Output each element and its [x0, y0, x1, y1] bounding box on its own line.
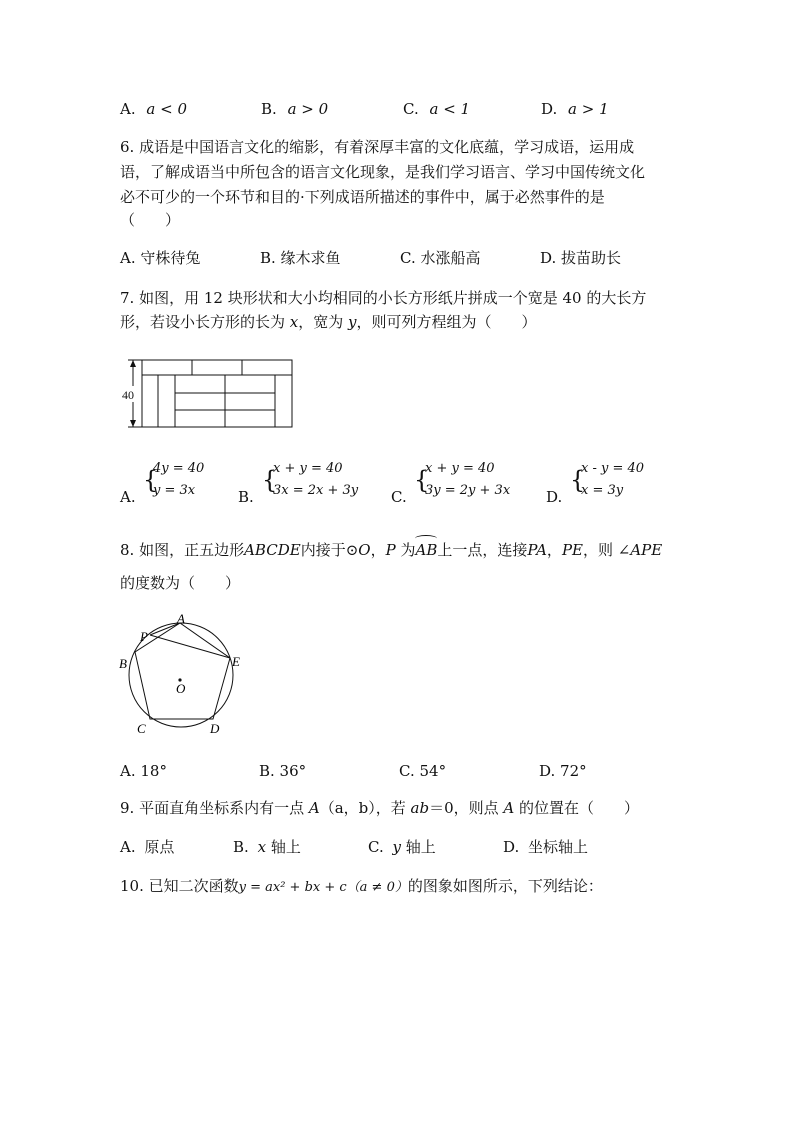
q7-b-eq2: 3x = 2x + 3y [273, 483, 359, 498]
vertex-label-b: B [119, 656, 127, 671]
text: ，宽为 [298, 313, 349, 331]
q5-option-a [120, 100, 187, 118]
q6-option-d: D. 拔苗助长 [540, 249, 622, 267]
var-y: y [392, 838, 401, 856]
q8-line1 [120, 541, 662, 559]
brace-icon: { [262, 466, 278, 494]
q6-option-b: B. 缘木求鱼 [260, 249, 341, 267]
q5-option-d [541, 100, 609, 118]
pentagon-name: ABCDE [244, 541, 301, 559]
option-text: 原点 [144, 838, 175, 856]
option-expr: a > 0 [287, 100, 329, 118]
text: ，则 ∠ [582, 541, 631, 559]
option-text: 坐标轴上 [528, 838, 589, 856]
q6-line1: 6. 成语是中国语言文化的缩影，有着深厚丰富的文化底蕴，学习成语，运用成 [120, 138, 635, 156]
q7-a-eq2: y = 3x [153, 483, 196, 498]
q7-option-d-letter: D. [546, 488, 563, 506]
arc-label: AB [415, 541, 438, 559]
q9-option-b [233, 838, 301, 856]
var-x: x [289, 313, 299, 331]
option-letter: C. [403, 100, 419, 118]
var-x: x [257, 838, 267, 856]
q6-option-a: A. 守株待兔 [120, 249, 201, 267]
vertex-label-e: E [232, 654, 240, 669]
q7-option-c-letter: C. [391, 488, 407, 506]
q8-option-a: A. 18° [120, 762, 167, 780]
q6-line3: 必不可少的一个环节和目的·下列成语所描述的事件中，属于必然事件的是 [120, 188, 605, 206]
option-letter: A. [120, 100, 136, 118]
q7-d-eq1: x - y = 40 [581, 461, 645, 476]
vertex-label-a: A [177, 612, 185, 626]
segment-pa: PA [527, 541, 547, 559]
brace-icon: { [414, 466, 430, 494]
q6-line2: 语，了解成语当中所包含的语言文化现象，是我们学习语言、学习中国传统文化 [120, 163, 646, 181]
option-text: 轴上 [266, 838, 301, 856]
option-expr: a < 0 [146, 100, 187, 118]
point-label-p: P [140, 629, 148, 644]
pentagon-abcde [135, 623, 230, 719]
dimension-label: 40 [122, 388, 134, 402]
q6-answer-blank: （ ） [120, 211, 181, 229]
text: ，则可列方程组为（ ） [356, 313, 537, 331]
vertex-label-c: C [137, 721, 146, 736]
q7-a-eq1: 4y = 40 [153, 461, 205, 476]
q8-option-d: D. 72° [539, 762, 587, 780]
text: ， [370, 541, 386, 559]
segment-pe: PE [561, 541, 583, 559]
text: 形，若设小长方形的长为 [120, 313, 290, 331]
center-label-o: O [176, 681, 186, 696]
arc-mark [415, 535, 437, 542]
option-letter: D. [541, 100, 558, 118]
q7-option-a-letter: A. [120, 488, 136, 506]
option-text: 轴上 [400, 838, 436, 856]
q5-option-c [403, 100, 470, 118]
q8-line2: 的度数为（ ） [120, 574, 241, 592]
q7-line2 [120, 313, 537, 331]
q9-option-d [503, 838, 588, 856]
point-a: A [308, 799, 320, 817]
vertex-label-d: D [210, 721, 220, 736]
angle-ape: APE [630, 541, 663, 559]
q7-line1: 7. 如图，用 12 块形状和大小均相同的小长方形纸片拼成一个宽是 40 的大长方 [120, 289, 647, 307]
option-letter: C. [368, 838, 384, 856]
q7-b-eq1: x + y = 40 [273, 461, 343, 476]
text: 的图象如图所示，下列结论： [407, 877, 603, 895]
q5-option-b [261, 100, 328, 118]
text: 8. 如图，正五边形 [120, 541, 245, 559]
q7-option-b-letter: B. [238, 488, 254, 506]
product-ab: ab [410, 799, 430, 817]
text: 9. 平面直角坐标系内有一点 [120, 799, 309, 817]
option-letter: A. [120, 838, 136, 856]
text: ＝0，则点 [429, 799, 504, 817]
circle-center: O [358, 541, 371, 559]
q9-line1 [120, 799, 639, 817]
text: 内接于 [300, 541, 346, 559]
q8-option-c: C. 54° [399, 762, 447, 780]
brace-icon: { [570, 466, 586, 494]
option-letter: B. [261, 100, 277, 118]
q8-option-b: B. 36° [259, 762, 307, 780]
option-letter: D. [503, 838, 520, 856]
q7-c-eq2: 3y = 2y + 3x [425, 483, 511, 498]
point-a: A [503, 799, 515, 817]
q6-option-c: C. 水涨船高 [400, 249, 481, 267]
q10-line1 [120, 877, 603, 897]
circle-symbol-icon: ⊙ [345, 541, 359, 559]
text: 的位置在（ ） [514, 799, 640, 817]
text: ， [546, 541, 562, 559]
inscribed-pentagon-figure [115, 612, 255, 738]
q7-c-eq1: x + y = 40 [425, 461, 495, 476]
rectangle-tiling-figure [118, 352, 303, 432]
point-p: P [385, 541, 396, 559]
text: 为 [395, 541, 416, 559]
quadratic-formula: y = ax² + bx + c（a ≠ 0） [238, 880, 408, 895]
q9-option-c [368, 838, 436, 856]
text: （a，b），若 [319, 799, 411, 817]
text: 上一点，连接 [437, 541, 528, 559]
q7-d-eq2: x = 3y [581, 483, 624, 498]
arc-ab [415, 541, 437, 559]
text: 10. 已知二次函数 [120, 877, 239, 895]
var-y: y [348, 313, 357, 331]
brace-icon: { [143, 466, 159, 494]
q9-option-a [120, 838, 174, 856]
option-expr: a < 1 [429, 100, 471, 118]
option-letter: B. [233, 838, 249, 856]
option-expr: a > 1 [568, 100, 609, 118]
